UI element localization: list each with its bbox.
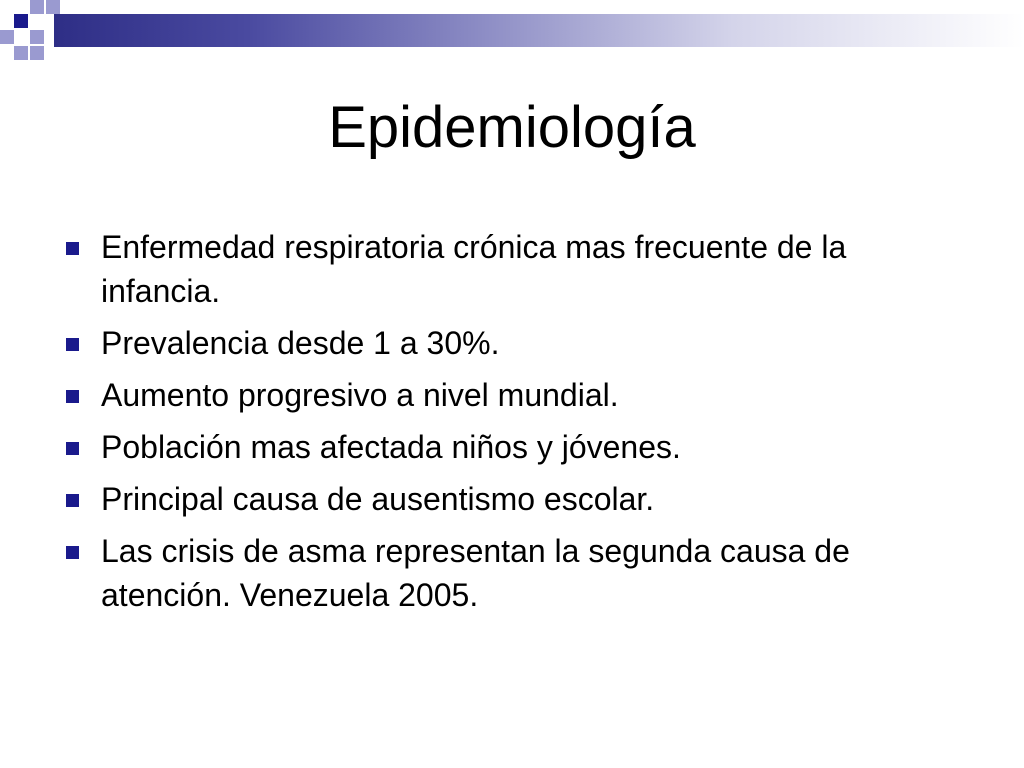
decor-square [14, 14, 28, 28]
bullet-item [64, 425, 964, 469]
bullet-square-icon [66, 442, 79, 455]
bullet-square-icon [66, 494, 79, 507]
bullet-list [64, 225, 964, 625]
bullet-text: Prevalencia desde 1 a 30%. [101, 325, 500, 361]
bullet-item [64, 477, 964, 521]
bullet-square-icon [66, 390, 79, 403]
bullet-text: Enfermedad respiratoria crónica mas frecuente de la infancia. [101, 229, 847, 309]
bullet-text: Población mas afectada niños y jóvenes. [101, 429, 681, 465]
decor-square [14, 46, 28, 60]
bullet-text: Aumento progresivo a nivel mundial. [101, 377, 619, 413]
decor-square [30, 46, 44, 60]
bullet-square-icon [66, 242, 79, 255]
bullet-text: Las crisis de asma representan la segunda causa de atención. Venezuela 2005. [101, 533, 850, 613]
bullet-item [64, 373, 964, 417]
bullet-item [64, 529, 964, 617]
bullet-square-icon [66, 546, 79, 559]
header-decoration [0, 0, 1024, 70]
bullet-text: Principal causa de ausentismo escolar. [101, 481, 655, 517]
bullet-item [64, 225, 964, 313]
decor-square [30, 0, 44, 14]
bullet-item [64, 321, 964, 365]
decor-square [46, 0, 60, 14]
decor-square [30, 30, 44, 44]
bullet-square-icon [66, 338, 79, 351]
slide-title: Epidemiología [328, 95, 696, 160]
header-gradient-band [54, 14, 1024, 47]
decor-square [0, 30, 14, 44]
